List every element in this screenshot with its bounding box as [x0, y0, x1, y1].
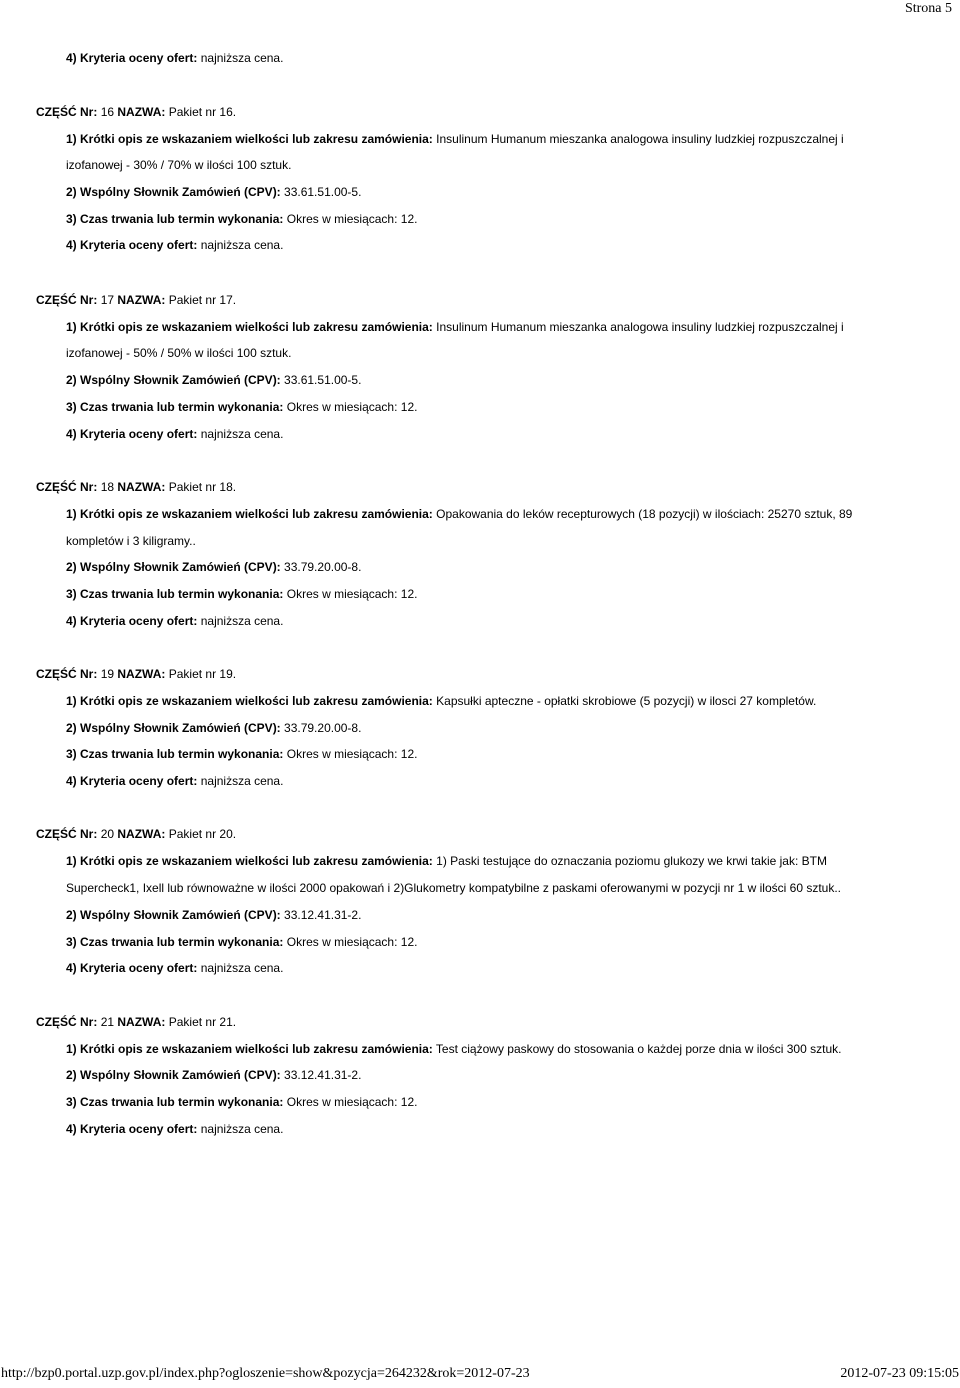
opis-line — [66, 320, 844, 335]
czesc-label: CZĘŚĆ Nr: — [36, 293, 98, 307]
kryteria-value: najniższa cena. — [200, 961, 284, 975]
opis-line — [66, 1042, 841, 1057]
czesc-label: CZĘŚĆ Nr: — [36, 105, 98, 119]
cpv-line — [66, 721, 361, 736]
czesc-heading — [36, 1015, 236, 1030]
kryteria-value: najniższa cena. — [200, 614, 284, 628]
opis-line — [66, 854, 827, 869]
cpv-line — [66, 185, 361, 200]
cpv-line — [66, 1068, 361, 1083]
kryteria-label: 4) Kryteria oceny ofert: — [66, 51, 198, 65]
cpv-value: 33.12.41.31-2. — [284, 908, 362, 922]
cpv-label: 2) Wspólny Słownik Zamówień (CPV): — [66, 908, 281, 922]
opis-continuation: Supercheck1, Ixell lub równoważne w ilości 2000 opakowań i 2)Glukometry kompatybilne z paskami oferowanymi w pozycji nr 1 w ilości 60 sztuk.. — [66, 881, 842, 895]
cpv-label: 2) Wspólny Słownik Zamówień (CPV): — [66, 185, 281, 199]
czesc-label: CZĘŚĆ Nr: — [36, 1015, 98, 1029]
opis-label: 1) Krótki opis ze wskazaniem wielkości lub zakresu zamówienia: — [66, 507, 433, 521]
kryteria-label: 4) Kryteria oceny ofert: — [66, 614, 198, 628]
footer-url: http://bzp0.portal.uzp.gov.pl/index.php?ogloszenie=show&pozycja=264232&rok=2012-07-23 — [1, 1366, 530, 1381]
kryteria-label: 4) Kryteria oceny ofert: — [66, 774, 198, 788]
kryteria-label: 4) Kryteria oceny ofert: — [66, 961, 198, 975]
opis-label: 1) Krótki opis ze wskazaniem wielkości lub zakresu zamówienia: — [66, 132, 433, 146]
cpv-value: 33.61.51.00-5. — [284, 185, 362, 199]
czas-label: 3) Czas trwania lub termin wykonania: — [66, 1095, 284, 1109]
opis-label: 1) Krótki opis ze wskazaniem wielkości lub zakresu zamówienia: — [66, 694, 433, 708]
opis-line — [66, 507, 852, 522]
cpv-label: 2) Wspólny Słownik Zamówień (CPV): — [66, 1068, 281, 1082]
czas-line — [66, 212, 417, 227]
nazwa-value: Pakiet nr 19. — [168, 667, 237, 681]
opis-value: 1) Paski testujące do oznaczania poziomu glukozy we krwi takie jak: BTM — [436, 854, 827, 868]
cpv-label: 2) Wspólny Słownik Zamówień (CPV): — [66, 560, 281, 574]
nazwa-value: Pakiet nr 18. — [168, 480, 237, 494]
czesc-label: CZĘŚĆ Nr: — [36, 827, 98, 841]
nazwa-value: Pakiet nr 17. — [168, 293, 237, 307]
opis-continuation: izofanowej - 50% / 50% w ilości 100 sztuk. — [66, 346, 292, 360]
opis-line — [66, 694, 816, 709]
czesc-number: 19 — [100, 667, 115, 681]
kryteria-value: najniższa cena. — [200, 238, 284, 252]
nazwa-label: NAZWA: — [117, 105, 166, 119]
czesc-label: CZĘŚĆ Nr: — [36, 480, 98, 494]
footer-datetime: 2012-07-23 09:15:05 — [840, 1366, 959, 1381]
czas-value: Okres w miesiącach: 12. — [286, 747, 418, 761]
nazwa-label: NAZWA: — [117, 1015, 166, 1029]
kryteria-label: 4) Kryteria oceny ofert: — [66, 1122, 198, 1136]
czesc-label: CZĘŚĆ Nr: — [36, 667, 98, 681]
kryteria-line — [66, 961, 283, 976]
czas-value: Okres w miesiącach: 12. — [286, 400, 418, 414]
czesc-heading — [36, 667, 236, 682]
cpv-label: 2) Wspólny Słownik Zamówień (CPV): — [66, 721, 281, 735]
opis-continuation: kompletów i 3 kiligramy.. — [66, 534, 196, 548]
opis-line — [66, 132, 844, 147]
czas-value: Okres w miesiącach: 12. — [286, 1095, 418, 1109]
kryteria-line — [66, 614, 283, 629]
kryteria-line — [66, 427, 283, 442]
cpv-line — [66, 373, 361, 388]
kryteria-value: najniższa cena. — [200, 774, 284, 788]
czesc-number: 20 — [100, 827, 115, 841]
czas-line — [66, 747, 417, 762]
czas-value: Okres w miesiącach: 12. — [286, 587, 418, 601]
czesc-number: 17 — [100, 293, 115, 307]
czesc-heading — [36, 827, 236, 842]
czas-line — [66, 587, 417, 602]
opis-label: 1) Krótki opis ze wskazaniem wielkości lub zakresu zamówienia: — [66, 854, 433, 868]
czesc-number: 18 — [100, 480, 115, 494]
kryteria-label: 4) Kryteria oceny ofert: — [66, 427, 198, 441]
czas-value: Okres w miesiącach: 12. — [286, 935, 418, 949]
czesc-heading — [36, 480, 236, 495]
kryteria-line — [66, 238, 283, 253]
nazwa-label: NAZWA: — [117, 827, 166, 841]
opis-value: Insulinum Humanum mieszanka analogowa insuliny ludzkiej rozpuszczalnej i — [436, 132, 844, 146]
kryteria-line — [66, 1122, 283, 1137]
nazwa-label: NAZWA: — [117, 480, 166, 494]
czas-line — [66, 1095, 417, 1110]
opis-value: Kapsułki apteczne - opłatki skrobiowe (5 pozycji) w ilosci 27 kompletów. — [436, 694, 817, 708]
czas-label: 3) Czas trwania lub termin wykonania: — [66, 587, 284, 601]
opis-label: 1) Krótki opis ze wskazaniem wielkości lub zakresu zamówienia: — [66, 1042, 433, 1056]
kryteria-value: najniższa cena. — [200, 427, 284, 441]
nazwa-value: Pakiet nr 20. — [168, 827, 237, 841]
czas-value: Okres w miesiącach: 12. — [286, 212, 418, 226]
opis-label: 1) Krótki opis ze wskazaniem wielkości lub zakresu zamówienia: — [66, 320, 433, 334]
kryteria-value: najniższa cena. — [200, 51, 284, 65]
czas-label: 3) Czas trwania lub termin wykonania: — [66, 747, 284, 761]
kryteria-value: najniższa cena. — [200, 1122, 284, 1136]
czesc-heading — [36, 293, 236, 308]
kryteria-label: 4) Kryteria oceny ofert: — [66, 238, 198, 252]
kryteria-line — [66, 774, 283, 789]
cpv-value: 33.12.41.31-2. — [284, 1068, 362, 1082]
czas-line — [66, 400, 417, 415]
nazwa-value: Pakiet nr 21. — [168, 1015, 237, 1029]
nazwa-label: NAZWA: — [117, 293, 166, 307]
nazwa-label: NAZWA: — [117, 667, 166, 681]
cpv-line — [66, 560, 361, 575]
cpv-value: 33.79.20.00-8. — [284, 560, 362, 574]
czesc-heading — [36, 105, 236, 120]
cpv-value: 33.61.51.00-5. — [284, 373, 362, 387]
cpv-label: 2) Wspólny Słownik Zamówień (CPV): — [66, 373, 281, 387]
opis-value: Opakowania do leków recepturowych (18 pozycji) w ilościach: 25270 sztuk, 89 — [436, 507, 853, 521]
czas-label: 3) Czas trwania lub termin wykonania: — [66, 400, 284, 414]
czas-line — [66, 935, 417, 950]
cpv-line — [66, 908, 361, 923]
opis-value: Test ciążowy paskowy do stosowania o każdej porze dnia w ilości 300 sztuk. — [435, 1042, 842, 1056]
czesc-number: 16 — [100, 105, 115, 119]
page-number: Strona 5 — [904, 1, 952, 16]
opis-continuation: izofanowej - 30% / 70% w ilości 100 sztuk. — [66, 158, 292, 172]
opis-value: Insulinum Humanum mieszanka analogowa insuliny ludzkiej rozpuszczalnej i — [436, 320, 844, 334]
cpv-value: 33.79.20.00-8. — [284, 721, 362, 735]
czesc-number: 21 — [100, 1015, 115, 1029]
nazwa-value: Pakiet nr 16. — [168, 105, 237, 119]
czas-label: 3) Czas trwania lub termin wykonania: — [66, 935, 284, 949]
czas-label: 3) Czas trwania lub termin wykonania: — [66, 212, 284, 226]
kryteria-line — [66, 51, 283, 66]
